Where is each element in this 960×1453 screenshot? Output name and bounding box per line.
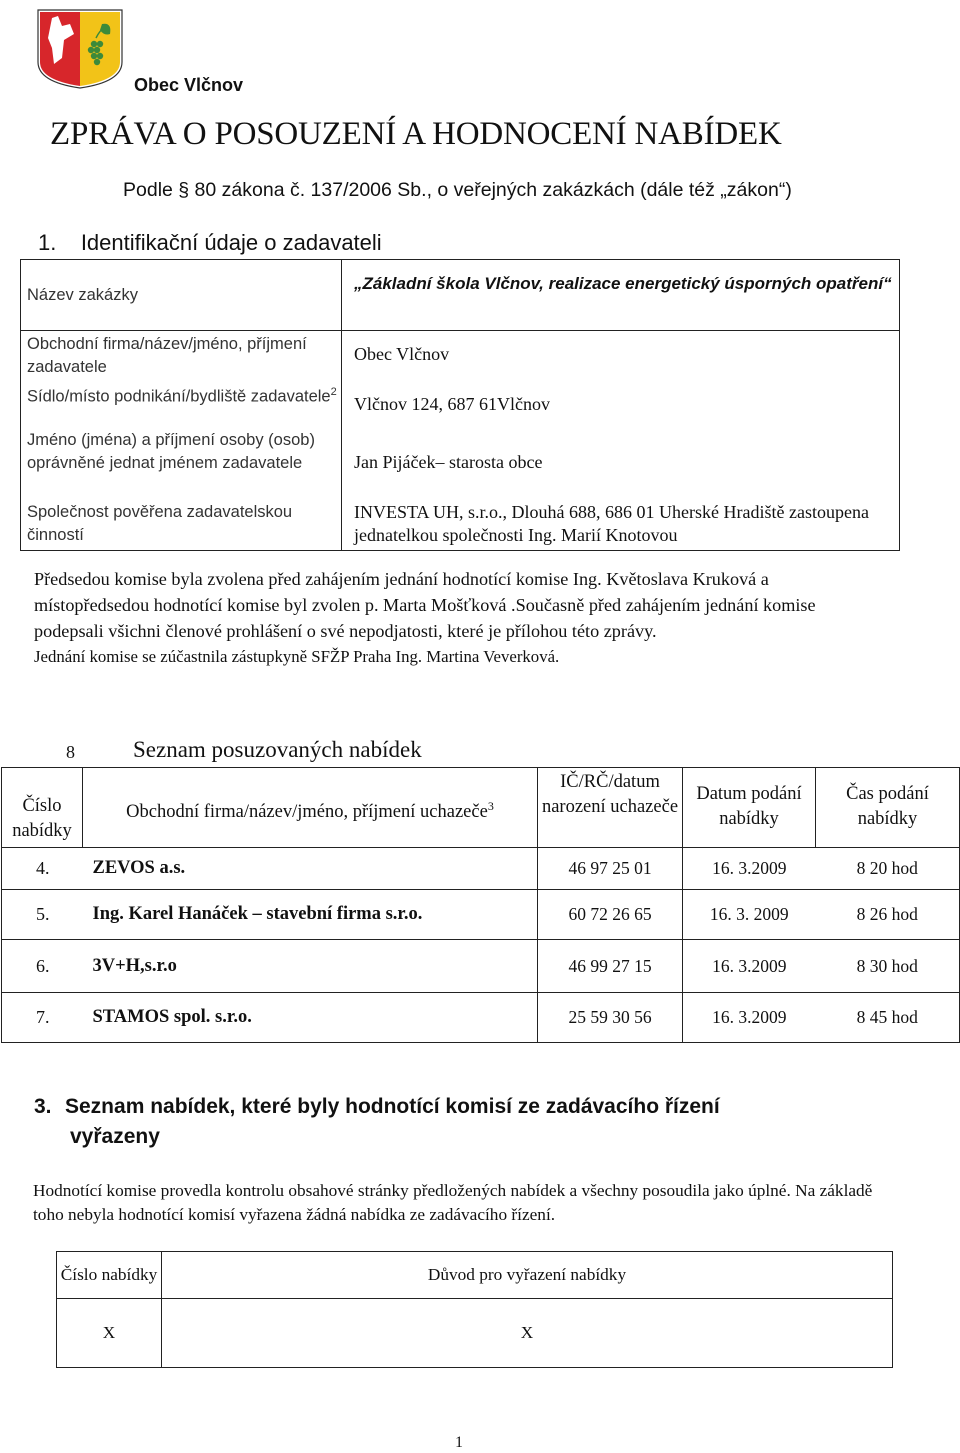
footnote-marker: 3 xyxy=(487,799,494,813)
table-header-row xyxy=(57,1252,893,1299)
header-id: IČ/RČ/datum narození uchazeče xyxy=(538,768,683,848)
section1-number: 1. xyxy=(38,230,57,255)
section1-heading xyxy=(38,230,382,256)
section2-number: 8 xyxy=(66,742,75,762)
excluded-offer-number: X xyxy=(57,1299,162,1368)
table-value-cell xyxy=(342,379,900,429)
contracting-authority-table xyxy=(20,259,900,551)
municipality-name: Obec Vlčnov xyxy=(134,75,244,95)
table-row xyxy=(21,379,900,429)
crest-grape xyxy=(91,41,97,47)
header-firm: Obchodní firma/název/jméno, příjmení uchazeče$^3$ xyxy=(83,768,538,848)
section3-heading xyxy=(34,1092,834,1152)
table-value-cell xyxy=(342,501,900,550)
document-title: ZPRÁVA O POSOUZENÍ A HODNOCENÍ NABÍDEK xyxy=(50,116,782,152)
section3-paragraph: Hodnotící komise provedla kontrolu obsahové stránky předložených nabídek a všechny posoudila jako úplné. Na základě toho nebyla hodnotící komisí vyřazena žádná nabídka ze zadávacího řízení. xyxy=(33,1181,873,1224)
table-value-cell xyxy=(342,331,900,380)
header-exclusion-reason: Důvod pro vyřazení nabídky xyxy=(162,1252,893,1299)
table-label-cell: Název zakázky xyxy=(21,260,342,331)
table-row xyxy=(57,1299,893,1368)
table-row xyxy=(21,331,900,380)
header-submission-time: Čas podání nabídky xyxy=(816,768,960,848)
commission-text-2: Jednání komise se zúčastnila zástupkyně SFŽP Praha Ing. Martina Veverková. xyxy=(34,647,560,666)
authority-address: Vlčnov 124, 687 61Vlčnov xyxy=(354,394,550,414)
table-value-cell xyxy=(342,429,900,501)
section2-title: Seznam posuzovaných nabídek xyxy=(133,737,422,762)
law-reference: Podle § 80 zákona č. 137/2006 Sb., o veřejných zakázkách (dále též „zákon“) xyxy=(123,179,792,201)
section3-title-line2: vyřazeny xyxy=(70,1125,160,1148)
table-row: 5. Ing. Karel Hanáček – stavební firma s.r.o. 60 72 26 65 16. 3. 2009 8 26 hod xyxy=(2,890,960,940)
table-value-cell xyxy=(342,260,900,331)
table-header-row xyxy=(2,768,960,848)
section3-number: 3. xyxy=(34,1095,52,1118)
header-offer-number: Číslo nabídky xyxy=(57,1252,162,1299)
table-row xyxy=(21,429,900,501)
commissioned-company: INVESTA UH, s.r.o., Dlouhá 688, 686 01 Uherské Hradiště zastoupena jednatelkou společnosti Ing. Marií Knotovou xyxy=(354,502,869,545)
footnote-marker: 2 xyxy=(330,386,337,398)
section3-title-line1: Seznam nabídek, které byly hodnotící komisí ze zadávacího řízení xyxy=(65,1095,720,1118)
header-offer-number: Číslo nabídky xyxy=(2,768,83,848)
table-row: 4. ZEVOS a.s. 46 97 25 01 16. 3.2009 8 20 hod xyxy=(2,848,960,890)
table-label-cell: Sídlo/místo podnikání/bydliště zadavatele$^2$ xyxy=(21,379,342,429)
table-row xyxy=(21,501,900,550)
table-label-cell: Společnost pověřena zadavatelskou činností xyxy=(21,501,342,550)
table-row: 7. STAMOS spol. s.r.o. 25 59 30 56 16. 3.2009 8 45 hod xyxy=(2,993,960,1043)
municipality-crest-logo xyxy=(34,4,126,90)
commission-paragraph xyxy=(34,566,854,670)
page-number: 1 xyxy=(455,1434,463,1451)
authorized-person: Jan Pijáček– starosta obce xyxy=(354,452,543,472)
table-row: 6. 3V+H,s.r.o 46 99 27 15 16. 3.2009 8 30 hod xyxy=(2,940,960,993)
table-label-cell: Obchodní firma/název/jméno, příjmení zadavatele xyxy=(21,331,342,380)
excluded-offers-table xyxy=(56,1251,893,1368)
contract-name: „Základní škola Vlčnov, realizace energetický úsporných opatření“ xyxy=(354,274,892,293)
authority-name: Obec Vlčnov xyxy=(354,344,450,364)
header-submission-date: Datum podání nabídky xyxy=(683,768,816,848)
table-row xyxy=(21,260,900,331)
commission-text: Předsedou komise byla zvolena před zahájením jednání hodnotící komise Ing. Květoslava Kruková a místopředsedou hodnotící komise byl zvolen p. Marta Mošťková .Současně před zahájením jednání komise podepsali všichni členové prohlášení o své nepodjatosti, které je přílohou této zprávy. xyxy=(34,569,816,641)
excluded-offer-reason: X xyxy=(162,1299,893,1368)
section1-title: Identifikační údaje o zadavateli xyxy=(80,230,382,255)
table-label-cell: Jméno (jména) a příjmení osoby (osob) oprávněné jednat jménem zadavatele xyxy=(21,429,342,501)
offers-table xyxy=(1,767,960,1043)
